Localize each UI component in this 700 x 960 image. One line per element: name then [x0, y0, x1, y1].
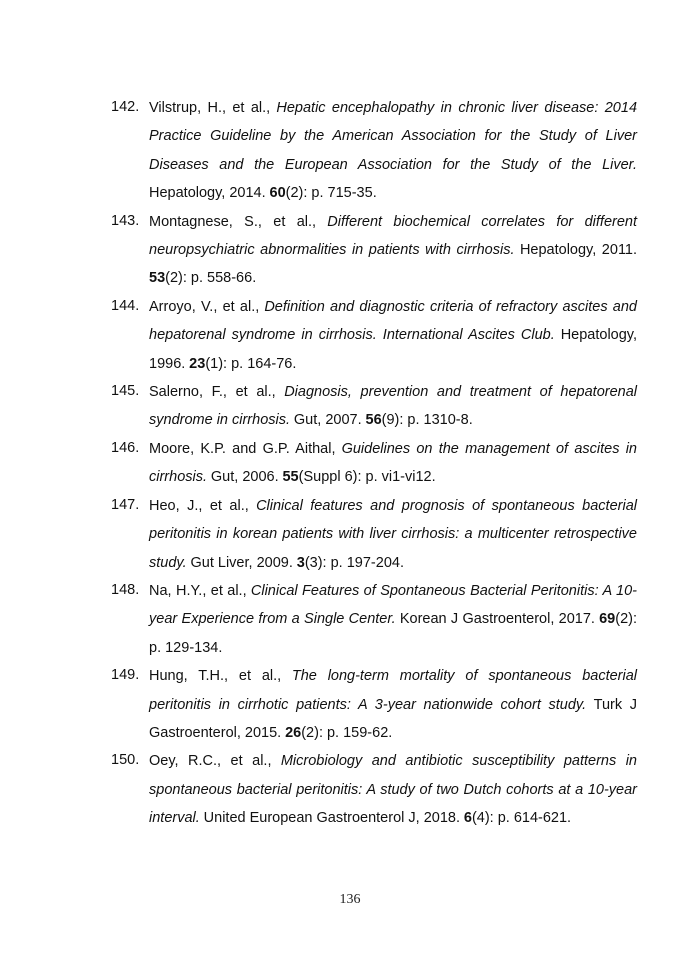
reference-entry: 148. Na, H.Y., et al., Clinical Features of Spontaneous Bacterial Peritonitis: A 10-year Experience from a Single Center. Korean J Gastroenterol, 2017. 69(2): p. 129-134.: [105, 577, 637, 662]
reference-authors: Arroyo, V., et al.,: [149, 298, 260, 315]
reference-journal: Gut, 2007.: [293, 412, 362, 429]
reference-number: 142.: [111, 99, 140, 115]
reference-title: The long-term mortality of spontaneous bacterial peritonitis in cirrhotic patients: A 3-year nationwide cohort study: [149, 668, 638, 713]
reference-authors: Salerno, F., et al.,: [149, 384, 276, 401]
reference-number: 147.: [111, 496, 140, 513]
reference-entry: 143. Montagnese, S., et al., Different biochemical correlates for different neuropsychiatric abnormalities in patients with cirrhosis. Hepatology, 2011. 53(2): p. 558-66.: [105, 208, 637, 293]
reference-title: Hepatic encephalopathy in chronic liver disease: 2014 Practice Guideline by the American Association for the Study of Liver Diseases and the European Association for the Study of the Liver: [149, 100, 638, 173]
reference-authors: Heo, J., et al.,: [149, 497, 249, 514]
reference-issue-pages: (2): p. 129-134.: [149, 611, 637, 656]
reference-volume: 56: [365, 412, 382, 429]
reference-authors: Na, H.Y., et al.,: [149, 582, 247, 599]
reference-journal: Gut, 2006.: [210, 469, 279, 486]
reference-volume: 6: [463, 810, 472, 827]
reference-authors: Vilstrup, H., et al.,: [149, 100, 271, 116]
reference-number: 144.: [111, 297, 140, 314]
reference-title: Microbiology and antibiotic susceptibility patterns in spontaneous bacterial peritonitis: A study of two Dutch cohorts at a 10-year interval: [149, 753, 637, 827]
reference-number: 149.: [111, 667, 140, 684]
reference-journal: Hepatology, 2011.: [519, 242, 638, 259]
reference-issue-pages: (3): p. 197-204.: [304, 554, 404, 571]
reference-authors: Oey, R.C., et al.,: [149, 753, 272, 770]
reference-number: 150.: [111, 752, 140, 769]
reference-issue-pages: (Suppl 6): p. vi1-vi12.: [298, 469, 436, 486]
reference-issue-pages: (1): p. 164-76.: [205, 355, 297, 372]
reference-title: Different biochemical correlates for different neuropsychiatric abnormalities in patients with cirrhosis: [149, 213, 637, 259]
reference-journal: Turk J Gastroenterol, 2015.: [149, 696, 638, 741]
reference-number: 148.: [111, 581, 140, 598]
reference-volume: 55: [282, 469, 299, 486]
reference-entry: 144. Arroyo, V., et al., Definition and diagnostic criteria of refractory ascites and hepatorenal syndrome in cirrhosis. International Ascites Club. Hepatology, 1996. 23(1): p. 164-76.: [105, 293, 637, 378]
reference-authors: Hung, T.H., et al.,: [149, 668, 282, 685]
reference-entry: 146. Moore, K.P. and G.P. Aithal, Guidelines on the management of ascites in cirrhosis. Gut, 2006. 55(Suppl 6): p. vi1-vi12.: [105, 435, 637, 492]
reference-title: Clinical Features of Spontaneous Bacterial Peritonitis: A 10-year Experience from a Single Center: [149, 582, 637, 628]
reference-issue-pages: (4): p. 614-621.: [471, 810, 572, 827]
reference-issue-pages: (2): p. 558-66.: [165, 270, 257, 287]
reference-authors: Moore, K.P. and G.P. Aithal,: [149, 440, 336, 457]
reference-volume: 26: [285, 724, 302, 741]
reference-volume: 3: [296, 554, 305, 571]
reference-entry: 147. Heo, J., et al., Clinical features and prognosis of spontaneous bacterial peritonitis in korean patients with liver cirrhosis: a multicenter retrospective study. Gut Liver, 2009. 3(3): p. 197-204.: [105, 492, 637, 577]
reference-volume: 23: [189, 355, 206, 372]
reference-list: [105, 94, 637, 833]
reference-title: Definition and diagnostic criteria of refractory ascites and hepatorenal syndrome in cirrhosis. International Ascites Club: [149, 298, 638, 344]
reference-entry: 150. Oey, R.C., et al., Microbiology and antibiotic susceptibility patterns in spontaneous bacterial peritonitis: A study of two Dutch cohorts at a 10-year interval. United European Gastroenterol J, 2018. 6(4): p. 614-621.: [105, 747, 637, 832]
reference-issue-pages: (9): p. 1310-8.: [381, 412, 473, 429]
reference-journal: Hepatology, 1996.: [149, 327, 638, 372]
reference-journal: Gut Liver, 2009.: [190, 554, 293, 571]
reference-title: Clinical features and prognosis of spontaneous bacterial peritonitis in korean patients with liver cirrhosis: a multicenter retrospective study: [149, 497, 637, 571]
reference-volume: 60: [269, 185, 286, 202]
reference-entry: 145. Salerno, F., et al., Diagnosis, prevention and treatment of hepatorenal syndrome in cirrhosis. Gut, 2007. 56(9): p. 1310-8.: [105, 378, 637, 435]
reference-volume: 69: [599, 611, 616, 628]
reference-title: Guidelines on the management of ascites in cirrhosis: [149, 440, 637, 486]
reference-number: 143.: [111, 212, 140, 229]
reference-title: Diagnosis, prevention and treatment of hepatorenal syndrome in cirrhosis: [149, 384, 637, 429]
reference-journal: Korean J Gastroenterol, 2017.: [399, 611, 595, 628]
reference-journal: United European Gastroenterol J, 2018.: [203, 810, 460, 827]
reference-issue-pages: (2): p. 159-62.: [301, 724, 393, 741]
reference-authors: Montagnese, S., et al.,: [149, 213, 317, 230]
reference-journal: Hepatology, 2014.: [149, 185, 266, 202]
reference-number: 145.: [111, 383, 140, 400]
reference-issue-pages: (2): p. 715-35.: [285, 185, 377, 202]
reference-volume: 53: [149, 270, 166, 287]
reference-entry: 142. Vilstrup, H., et al., Hepatic encephalopathy in chronic liver disease: 2014 Practice Guideline by the American Association for the Study of Liver Diseases and the European Association for the Study of the Liver. Hepatology, 2014. 60(2): p. 715-35.: [105, 94, 637, 208]
page-number: 136: [339, 892, 361, 907]
reference-entry: 149. Hung, T.H., et al., The long-term mortality of spontaneous bacterial peritonitis in cirrhotic patients: A 3-year nationwide cohort study. Turk J Gastroenterol, 2015. 26(2): p. 159-62.: [105, 662, 637, 747]
reference-number: 146.: [111, 439, 140, 456]
